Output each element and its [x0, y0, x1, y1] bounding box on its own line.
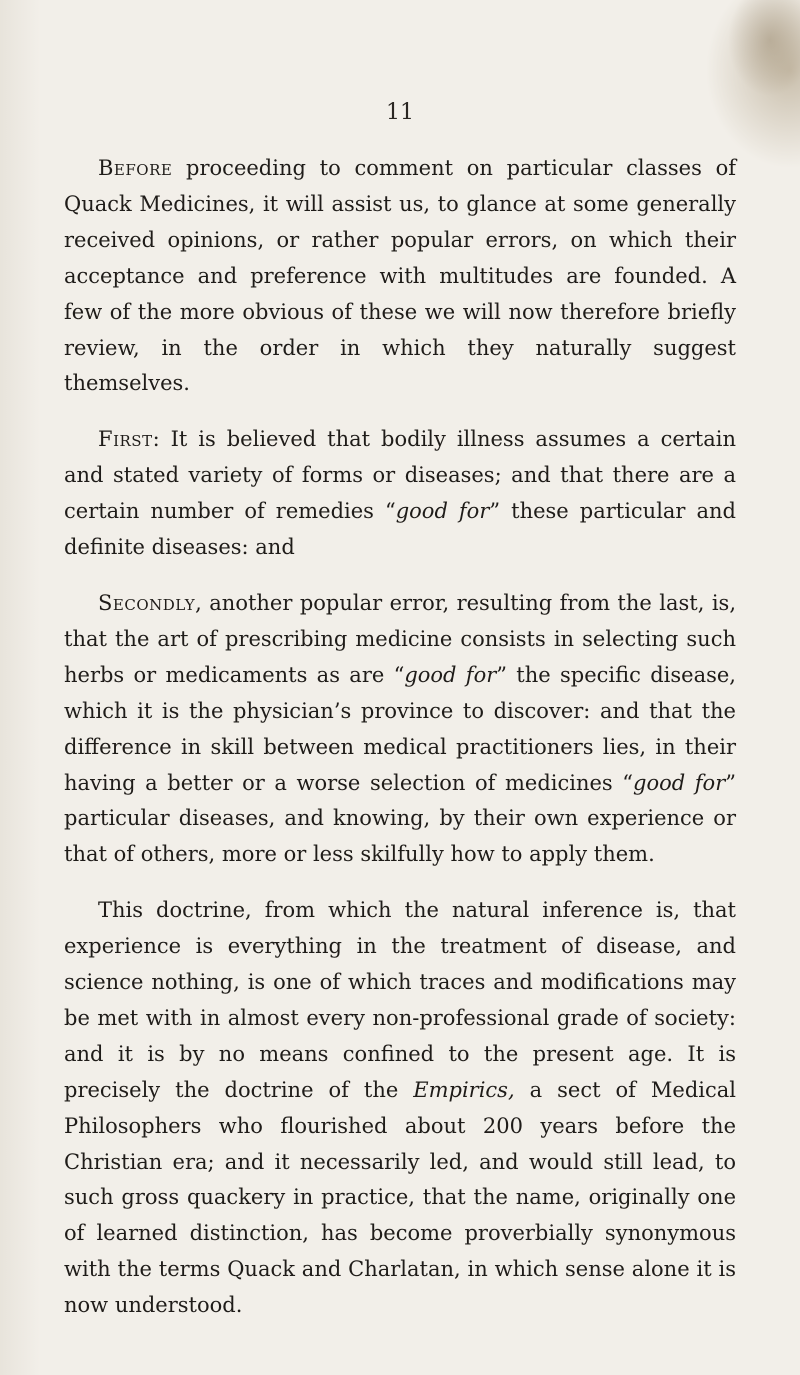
body-text	[64, 151, 736, 1324]
paragraph-text: ” particular diseases, and knowing, by their own experience or that of others, more or less skilfully how to apply them.	[64, 770, 736, 867]
page-number: 11	[386, 100, 414, 125]
italic-phrase: good for	[633, 770, 726, 795]
paragraph-intro	[64, 151, 736, 402]
lead-word: Before	[98, 156, 173, 180]
paragraph-text: This doctrine, from which the natural inference is, that experience is everything in the treatment of disease, and science nothing, is one of which traces and modifications may be met with in almost every non-professional grade of society: and it is by no means confined to the present age. It is precisely the doctrine of the	[64, 898, 736, 1102]
paragraph-text: a sect of Medical Philosophers who flourished about 200 years before the Christian era; and it necessarily led, and would still lead, to such gross quackery in practice, that the name, originally one of learned distinction, has become proverbially synonymous with the terms Quack and Charlatan, in which sense alone it is now understood.	[64, 1077, 736, 1318]
paragraph-text: ” the specific disease, which it is the physician’s province to discover: and that the difference in skill between medical practitioners lies, in their having a better or a worse selection of medicines “	[64, 662, 736, 795]
lead-word: First	[98, 427, 153, 452]
italic-phrase: good for	[395, 499, 490, 524]
paragraph-doctrine	[64, 893, 736, 1324]
paragraph-text: , another popular error, resulting from the last, is, that the art of prescribing medicine consists in selecting such herbs or medicaments as are “	[64, 590, 736, 687]
paragraph-text: ” these particular and definite diseases: and	[64, 499, 736, 560]
paragraph-first	[64, 422, 736, 566]
lead-word: Secondly	[98, 590, 196, 615]
paragraph-text: : It is believed that bodily illness assumes a certain and stated variety of forms or diseases; and that there are a certain number of remedies “	[64, 427, 736, 524]
paragraph-secondly	[64, 586, 736, 873]
paragraph-text: proceeding to comment on particular classes of Quack Medicines, it will assist us, to glance at some generally received opinions, or rather popular errors, on which their acceptance and preference with multitudes are founded. A few of the more obvious of these we will now therefore briefly review, in the order in which they naturally suggest themselves.	[64, 156, 736, 396]
italic-phrase: Empirics,	[413, 1077, 515, 1102]
italic-phrase: good for	[404, 662, 497, 687]
